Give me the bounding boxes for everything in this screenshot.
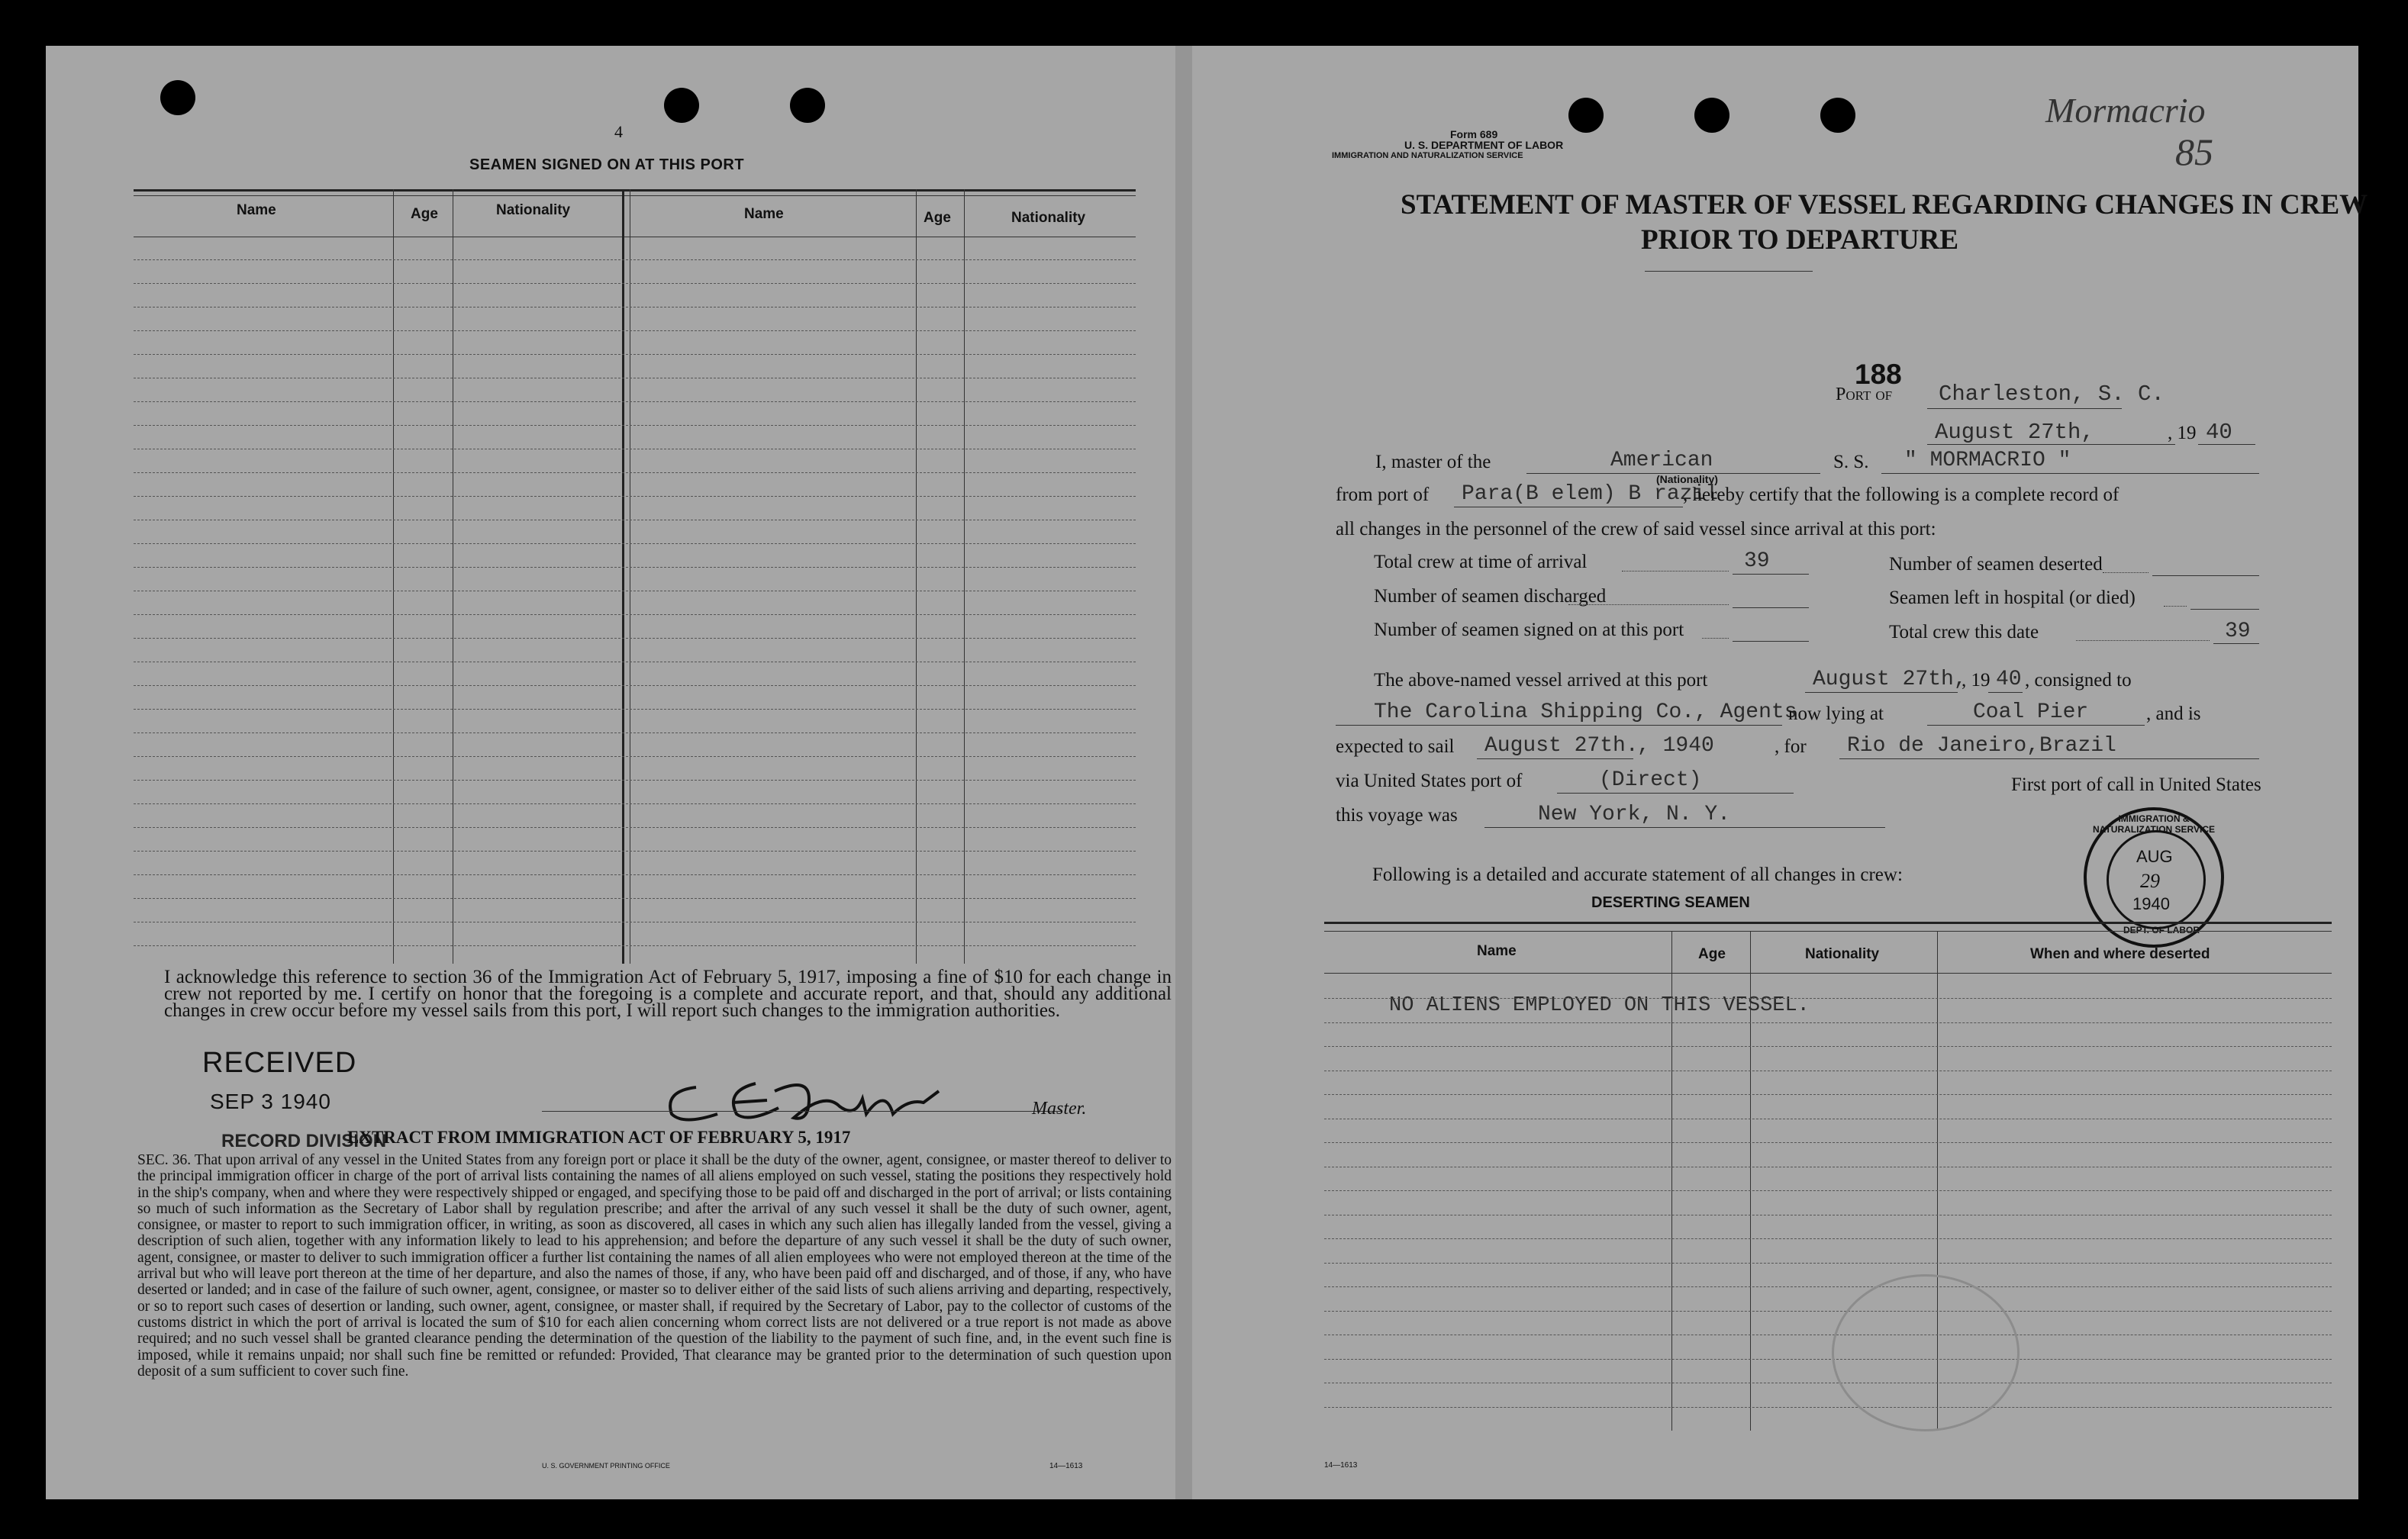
- table-row-line: [134, 898, 1136, 899]
- arrived-year: 40: [1996, 668, 2022, 691]
- for-label: , for: [1775, 736, 1807, 757]
- right-page: [1198, 46, 2368, 1499]
- table-row-line: [1324, 1311, 2332, 1312]
- table-row-line: [134, 874, 1136, 875]
- printing-office: U. S. GOVERNMENT PRINTING OFFICE: [542, 1462, 670, 1470]
- total-crew-date-label: Total crew this date: [1889, 622, 2039, 642]
- table-top-rule: [1324, 922, 2332, 924]
- consignee: The Carolina Shipping Co., Agents: [1374, 700, 1797, 724]
- master-signature: [633, 1061, 992, 1133]
- expected-label: expected to sail: [1336, 736, 1455, 757]
- column-rule: [916, 189, 917, 964]
- voyage-value: New York, N. Y.: [1538, 803, 1731, 826]
- form-code: 14—1613: [1324, 1461, 1358, 1470]
- table-row-line: [1324, 1190, 2332, 1191]
- table-row-line: [134, 945, 1136, 946]
- column-rule: [393, 189, 394, 964]
- column-rule: [622, 189, 624, 964]
- column-header-name: Name: [1477, 943, 1517, 959]
- dot-leader: [1702, 638, 1729, 639]
- signature-line: [542, 1111, 1061, 1112]
- port-value: Charleston, S. C.: [1939, 382, 2165, 407]
- fill-line: [1557, 793, 1794, 794]
- table-row-line: [1324, 1022, 2332, 1023]
- total-crew-arrival-value: 39: [1744, 549, 1770, 573]
- table-row-line: [134, 283, 1136, 284]
- fill-line: [1988, 692, 2023, 693]
- consigned-label: , consigned to: [2025, 670, 2132, 691]
- signed-on-label: Number of seamen signed on at this port: [1374, 620, 1684, 640]
- sail-date: August 27th.: [1484, 734, 1639, 758]
- table-row-line: [134, 614, 1136, 615]
- stamp-top-text: IMMIGRATION & NATURALIZATION SERVICE: [2093, 813, 2216, 835]
- column-header-nationality: Nationality: [1011, 210, 1086, 226]
- year-prefix: , 19: [2168, 423, 2197, 443]
- via-value: (Direct): [1599, 768, 1702, 792]
- table-row-line: [1324, 1286, 2332, 1287]
- table-row-line: [1324, 1094, 2332, 1095]
- fill-line: [1927, 444, 2175, 445]
- certify-text: , hereby certify that the following is a complete record of: [1683, 485, 2119, 505]
- fill-line: [1805, 692, 1958, 693]
- table-row-line: [1324, 998, 2332, 999]
- table-note: NO ALIENS EMPLOYED ON THIS VESSEL.: [1389, 994, 1810, 1017]
- table-row-line: [1324, 1046, 2332, 1047]
- form-number: Form 689: [1450, 128, 1498, 140]
- dot-leader: [2164, 606, 2187, 607]
- total-crew-date-value: 39: [2225, 620, 2251, 643]
- handwritten-number: 85: [2175, 130, 2213, 173]
- deserting-title: DESERTING SEAMEN: [1591, 894, 1750, 911]
- fill-line: [1733, 607, 1809, 608]
- fill-line: [1484, 827, 1885, 828]
- dot-leader: [1568, 604, 1729, 605]
- column-header-age: Age: [924, 210, 951, 226]
- left-page: [46, 46, 1172, 1499]
- punch-hole: [790, 88, 825, 123]
- arrived-label: The above-named vessel arrived at this port: [1374, 670, 1708, 691]
- service: IMMIGRATION AND NATURALIZATION SERVICE: [1332, 151, 1523, 160]
- year-value: 40: [2206, 420, 2232, 445]
- table-row-line: [1324, 1142, 2332, 1143]
- stamp-bottom-text: DEPT. OF LABOR: [2123, 925, 2200, 935]
- fill-line: [1927, 725, 2145, 726]
- table-row-line: [134, 259, 1136, 260]
- document-sheet: [46, 46, 2368, 1499]
- punch-hole: [1820, 98, 1855, 133]
- arrived-date: August 27th,: [1813, 668, 1967, 691]
- table-row-line: [134, 425, 1136, 426]
- column-header-nationality: Nationality: [496, 202, 571, 218]
- from-port-value: Para(B elem) B razil: [1462, 482, 1719, 506]
- page-fold: [1175, 46, 1192, 1499]
- discharged-label: Number of seamen discharged: [1374, 586, 1607, 607]
- received-stamp-date: SEP 3 1940: [210, 1090, 331, 1113]
- certify-text2: all changes in the personnel of the crew of said vessel since arrival at this port:: [1336, 519, 1936, 539]
- table-top-rule: [134, 189, 1136, 192]
- stamp-number: 188: [1855, 359, 1902, 390]
- stamp-year: 1940: [2132, 894, 2170, 913]
- master-label: Master.: [1032, 1099, 1087, 1119]
- form-code: 14—1613: [1049, 1462, 1083, 1470]
- fill-line: [1477, 758, 1633, 759]
- table-top-rule: [134, 195, 1136, 196]
- table-row-line: [134, 638, 1136, 639]
- lying-value: Coal Pier: [1973, 700, 2089, 724]
- via-label: via United States port of: [1336, 771, 1523, 791]
- table-row-line: [1324, 1238, 2332, 1239]
- table-row-line: [134, 685, 1136, 686]
- ss-label: S. S.: [1833, 452, 1869, 472]
- table-row-line: [134, 401, 1136, 402]
- table-row-line: [134, 472, 1136, 473]
- fill-line: [2152, 575, 2259, 576]
- port-label: Port of: [1836, 385, 1893, 404]
- table-row-line: [1324, 1407, 2332, 1408]
- table-top-rule: [1324, 931, 2332, 932]
- table-row-line: [134, 354, 1136, 355]
- embossed-seal: [1832, 1274, 2020, 1431]
- voyage-label: this voyage was: [1336, 805, 1458, 826]
- total-crew-arrival-label: Total crew at time of arrival: [1374, 552, 1588, 572]
- table-row-line: [1324, 1263, 2332, 1264]
- deserted-label: Number of seamen deserted: [1889, 554, 2103, 575]
- from-port-label: from port of: [1336, 485, 1430, 505]
- received-stamp-division: RECORD DIVISION: [221, 1131, 387, 1151]
- column-header-when-where: When and where deserted: [2030, 946, 2210, 962]
- acknowledgment-text: I acknowledge this reference to section 36 of the Immigration Act of February 5, 1917, imposing a fine of $10 for each change in crew not reported by me. I certify on honor that the foregoing is a complete and accurate report, and that, should any additional changes in crew occur before my vessel sails from this port, I will report such changes to the immigration authorities.: [164, 967, 1172, 1021]
- table-row-line: [134, 543, 1136, 544]
- table-row-line: [134, 780, 1136, 781]
- naturalization-stamp: [2084, 807, 2224, 948]
- column-header-age: Age: [1698, 946, 1726, 962]
- section-title: SEAMEN SIGNED ON AT THIS PORT: [469, 156, 745, 173]
- destination: Rio de Janeiro,Brazil: [1847, 734, 2116, 758]
- table-row-line: [134, 732, 1136, 733]
- nationality-caption: (Nationality): [1656, 473, 1718, 485]
- fill-line: [1733, 641, 1809, 642]
- column-header-name: Name: [237, 202, 276, 218]
- arrived-year-prefix: , 19: [1962, 670, 1991, 691]
- table-row-line: [134, 851, 1136, 852]
- received-stamp-label: RECEIVED: [202, 1047, 357, 1079]
- fill-line: [1336, 725, 1782, 726]
- table-row-line: [134, 496, 1136, 497]
- fill-line: [1881, 473, 2259, 474]
- punch-hole: [160, 80, 195, 115]
- table-row-line: [134, 330, 1136, 331]
- date-value: August 27th,: [1935, 420, 2094, 445]
- sail-year: , 1940: [1637, 734, 1714, 758]
- first-port-label: First port of call in United States: [2011, 774, 2261, 795]
- table-header-rule: [1324, 973, 2332, 974]
- table-row-line: [1324, 1359, 2332, 1360]
- fill-line: [1733, 574, 1809, 575]
- master-of-label: I, master of the: [1375, 452, 1491, 472]
- fill-line: [2190, 609, 2259, 610]
- extract-title: EXTRACT FROM IMMIGRATION ACT OF FEBRUARY 5, 1917: [347, 1128, 851, 1147]
- and-is-label: , and is: [2146, 703, 2201, 724]
- handwritten-vessel-name: Mormacrio: [2045, 91, 2206, 130]
- title-line2: PRIOR TO DEPARTURE: [1641, 224, 1959, 256]
- column-header-age: Age: [411, 206, 438, 222]
- dot-leader: [2076, 640, 2210, 641]
- hospital-label: Seamen left in hospital (or died): [1889, 588, 2136, 608]
- nationality-value: American: [1610, 449, 1713, 472]
- lying-label: now lying at: [1788, 703, 1884, 724]
- punch-hole: [664, 88, 699, 123]
- punch-hole: [1694, 98, 1729, 133]
- extract-text: SEC. 36. That upon arrival of any vessel in the United States from any foreign port or place it shall be the duty of the owner, agent, consignee, or master thereof to deliver to the principal immigration officer in charge of the port of arrival lists containing the names of all aliens employed on such vessel, stating the positions they respectively hold in the ship's company, when and where they were respectively shipped or engaged, and specifying those to be paid off and discharged in the port of arrival; or lists containing so much of such information as the Secretary of Labor shall by regulation prescribe; and after the arrival of any such vessel it shall be the duty of such owner, agent, consignee, or master to report to such immigration officer, in writing, as soon as discovered, all cases in which any such alien has illegally landed from the vessel, giving a description of such alien, together with any information likely to lead to his apprehension; and before the departure of any such vessel it shall be the duty of such owner, agent, consignee, or master to deliver to such immigration officer a further list containing the names of all alien employees who were not employed thereon at the time of the arrival but who will leave port thereon at the time of her departure, and also the names of those, if any, who have been paid off and discharged, and of those, if any, who have deserted or landed; and in case of the failure of such owner, agent, consignee, or master so to deliver either of the said lists of such aliens arriving and departing, respectively, or so to report such cases of desertion or landing, such owner, agent, consignee, or master shall, if required by the Secretary of Labor, pay to the collector of customs of the customs district in which the port of arrival is located the sum of $10 for each alien concerning whom correct lists are not delivered or a true report is not made as above required; and no such vessel shall be granted clearance pending the determination of the question of the liability to the payment of such fine, and, in the event such fine is imposed, while it remains unpaid; nor shall such fine be remitted or refunded: Provided, That clearance may be granted prior to the determination of such question upon deposit of a sum sufficient to cover such fine.: [137, 1152, 1172, 1380]
- table-row-line: [134, 567, 1136, 568]
- title-rule: [1645, 271, 1813, 272]
- dot-leader: [2103, 572, 2149, 573]
- vessel-name: " MORMACRIO ": [1904, 449, 2071, 472]
- column-header-nationality: Nationality: [1805, 946, 1880, 962]
- fill-line: [1927, 408, 2122, 409]
- stamp-day: 29: [2140, 870, 2160, 892]
- table-row-line: [134, 709, 1136, 710]
- table-row-line: [134, 756, 1136, 757]
- department: U. S. DEPARTMENT OF LABOR: [1404, 139, 1564, 151]
- stamp-month: AUG: [2136, 847, 2173, 866]
- fill-line: [1839, 758, 2259, 759]
- fill-line: [2198, 444, 2255, 445]
- page-number: 4: [614, 122, 623, 141]
- punch-hole: [1568, 98, 1604, 133]
- table-row-line: [134, 827, 1136, 828]
- column-rule: [964, 189, 965, 964]
- table-row-line: [134, 803, 1136, 804]
- following-label: Following is a detailed and accurate statement of all changes in crew:: [1372, 864, 1903, 885]
- fill-line: [2213, 643, 2259, 644]
- title-line1: STATEMENT OF MASTER OF VESSEL REGARDING CHANGES IN CREW: [1401, 189, 2368, 221]
- column-header-name: Name: [744, 206, 784, 222]
